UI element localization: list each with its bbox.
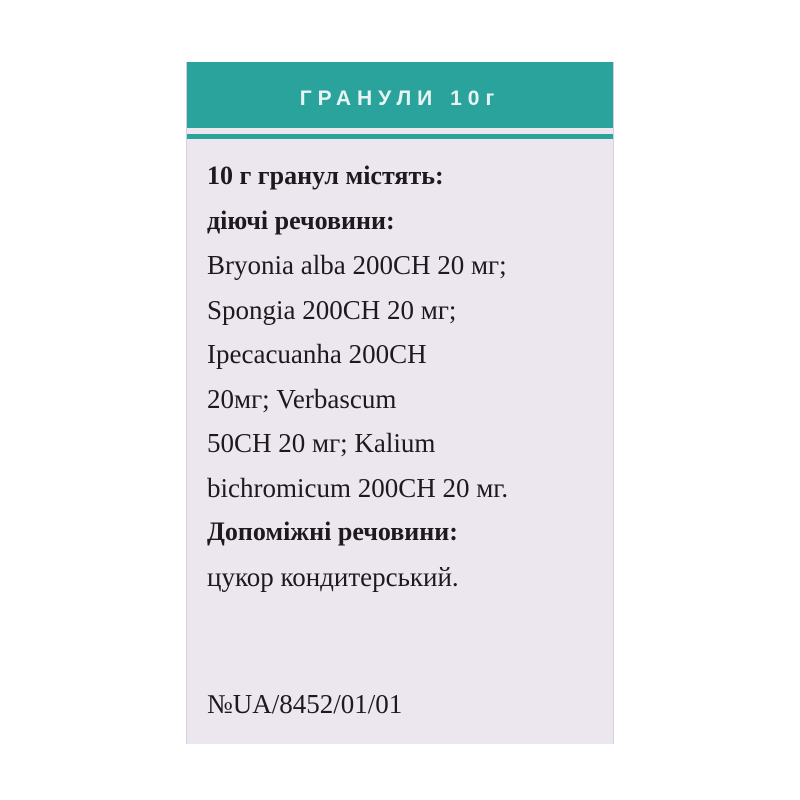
composition-intro: 10 г гранул містять:	[207, 161, 444, 190]
header-title: ГРАНУЛИ 10г	[299, 87, 501, 110]
header-divider	[187, 134, 613, 139]
registration-number: №UA/8452/01/01	[207, 689, 403, 719]
active-substance-line: 20мг; Verbascum	[207, 383, 397, 414]
header-band	[187, 62, 613, 128]
excipients-heading: Допоміжні речовини:	[207, 517, 458, 546]
active-substances-heading: діючі речовини:	[207, 205, 395, 235]
active-substance-line: Ipecacuanha 200CH	[207, 339, 427, 369]
package-panel	[186, 62, 614, 744]
active-substance-line: Bryonia alba 200CH 20 мг;	[207, 250, 507, 280]
active-substance-line: Spongia 200CH 20 мг;	[207, 294, 457, 325]
composition-text	[207, 154, 607, 599]
active-substance-line: bichromicum 200CH 20 мг.	[207, 472, 509, 503]
active-substance-line: 50CH 20 мг; Kalium	[207, 428, 436, 458]
excipients-text: цукор кондитерський.	[207, 561, 459, 592]
